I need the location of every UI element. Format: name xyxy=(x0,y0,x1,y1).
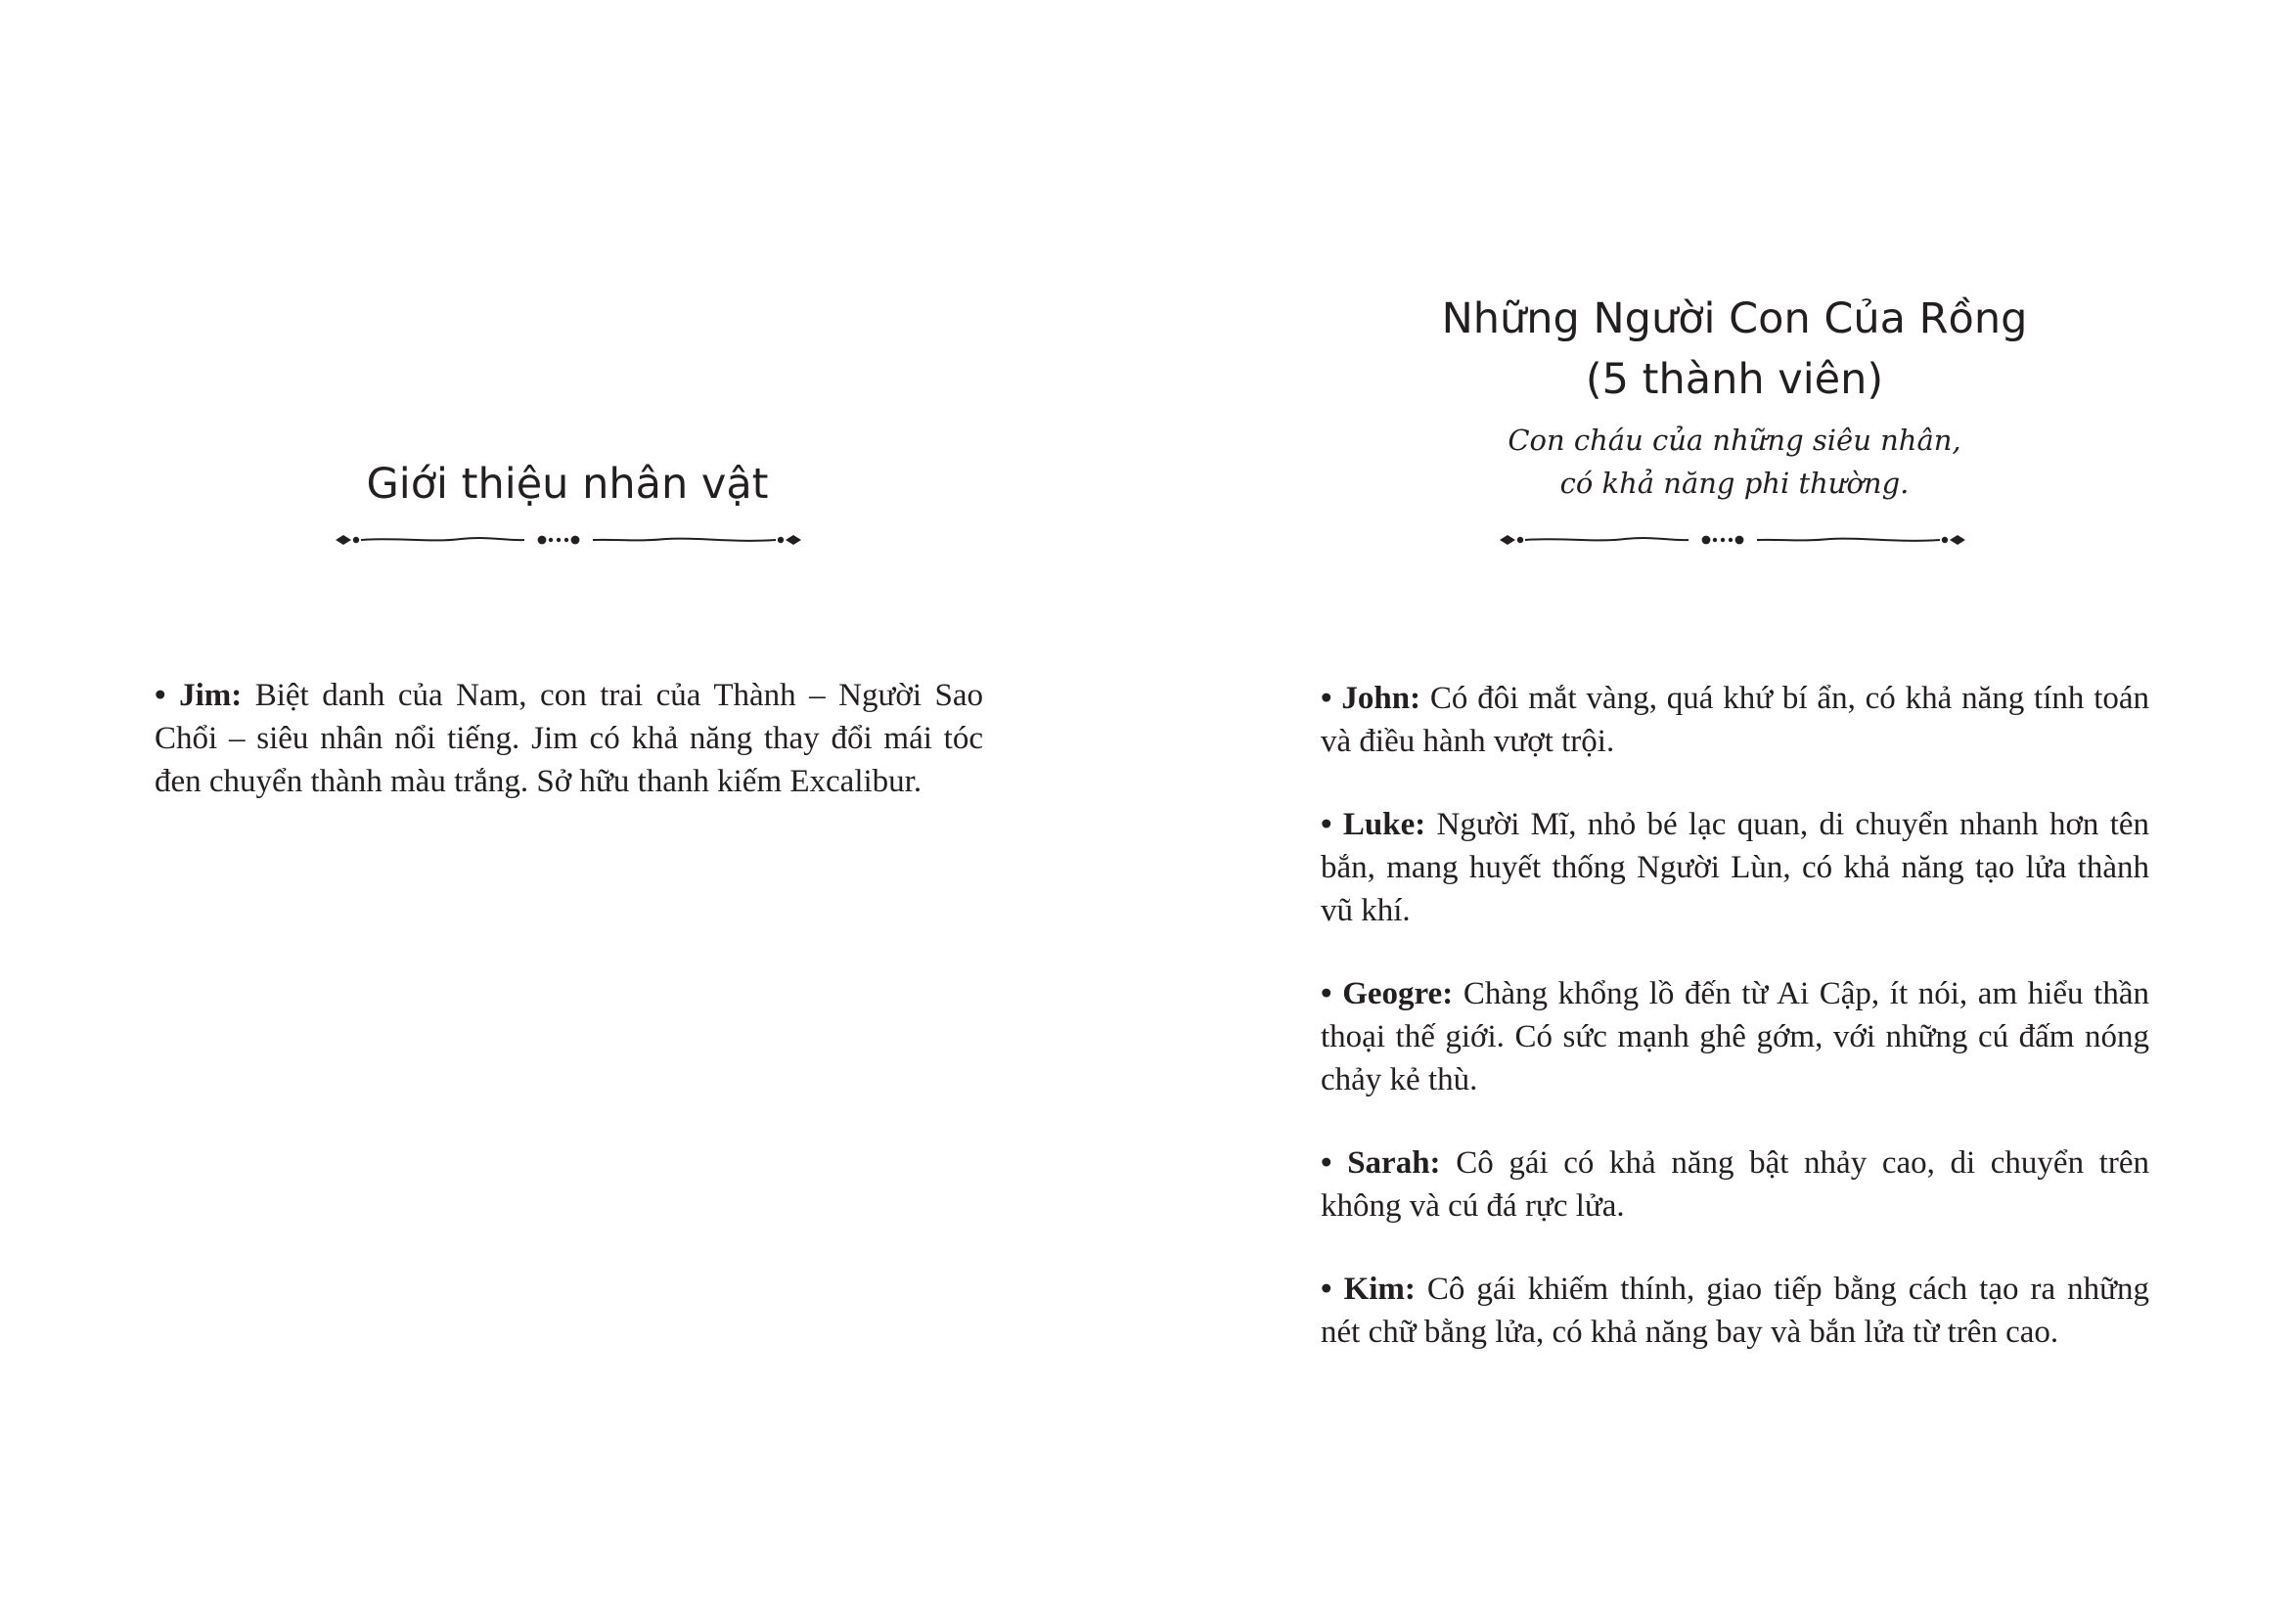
list-item xyxy=(1321,677,2149,763)
character-name: Geogre: xyxy=(1342,976,1454,1011)
character-description: Biệt danh của Nam, con trai của Thành – Người Sao Chổi – siêu nhân nổi tiếng. Jim có khả năng thay đổi mái tóc đen chuyển thành màu trắng. Sở hữu thanh kiếm Excalibur. xyxy=(155,678,983,799)
list-item xyxy=(1321,972,2149,1101)
title-line-1: Những Người Con Của Rồng xyxy=(1441,294,2028,343)
page-subtitle xyxy=(1148,419,2296,505)
character-name: Luke: xyxy=(1342,807,1426,842)
character-description: Cô gái có khả năng bật nhảy cao, di chuyển trên không và cú đá rực lửa. xyxy=(1321,1145,2150,1224)
bullet: • xyxy=(1321,976,1332,1011)
character-description: Người Mĩ, nhỏ bé lạc quan, di chuyển nhanh hơn tên bắn, mang huyết thống Người Lùn, có khả năng tạo lửa thành vũ khí. xyxy=(1321,807,2150,928)
character-name: Kim: xyxy=(1343,1272,1416,1307)
subtitle-line-2: có khả năng phi thường. xyxy=(1559,467,1910,500)
bullet: • xyxy=(1321,1272,1332,1307)
page-title: Giới thiệu nhân vật xyxy=(366,460,769,509)
character-name: Sarah: xyxy=(1347,1145,1441,1181)
character-list xyxy=(1321,677,2149,1394)
character-description: Có đôi mắt vàng, quá khứ bí ẩn, có khả năng tính toán và điều hành vượt trội. xyxy=(1321,681,2150,759)
character-name: Jim: xyxy=(179,678,243,713)
subtitle-line-1: Con cháu của những siêu nhân, xyxy=(1508,424,1961,457)
character-description: Cô gái khiếm thính, giao tiếp bằng cách tạo ra những nét chữ bằng lửa, có khả năng bay và bắn lửa từ trên cao. xyxy=(1321,1272,2149,1350)
bullet: • xyxy=(1321,681,1332,716)
page-title xyxy=(1148,289,2296,410)
list-item xyxy=(155,674,983,803)
bullet: • xyxy=(1321,807,1332,842)
right-page xyxy=(1148,0,2296,1610)
title-line-2: (5 thành viên) xyxy=(1585,355,1884,404)
decorative-divider-icon xyxy=(1498,528,1967,552)
list-item xyxy=(1321,1141,2149,1228)
decorative-divider-icon xyxy=(334,528,803,552)
list-item xyxy=(1321,1268,2149,1354)
character-list xyxy=(155,674,983,843)
bullet: • xyxy=(155,678,166,713)
character-description: Chàng khổng lồ đến từ Ai Cập, ít nói, am hiểu thần thoại thế giới. Có sức mạnh ghê gớm, với những cú đấm nóng chảy kẻ thù. xyxy=(1321,976,2149,1097)
bullet: • xyxy=(1321,1145,1332,1181)
character-name: John: xyxy=(1341,681,1421,716)
list-item xyxy=(1321,803,2149,932)
